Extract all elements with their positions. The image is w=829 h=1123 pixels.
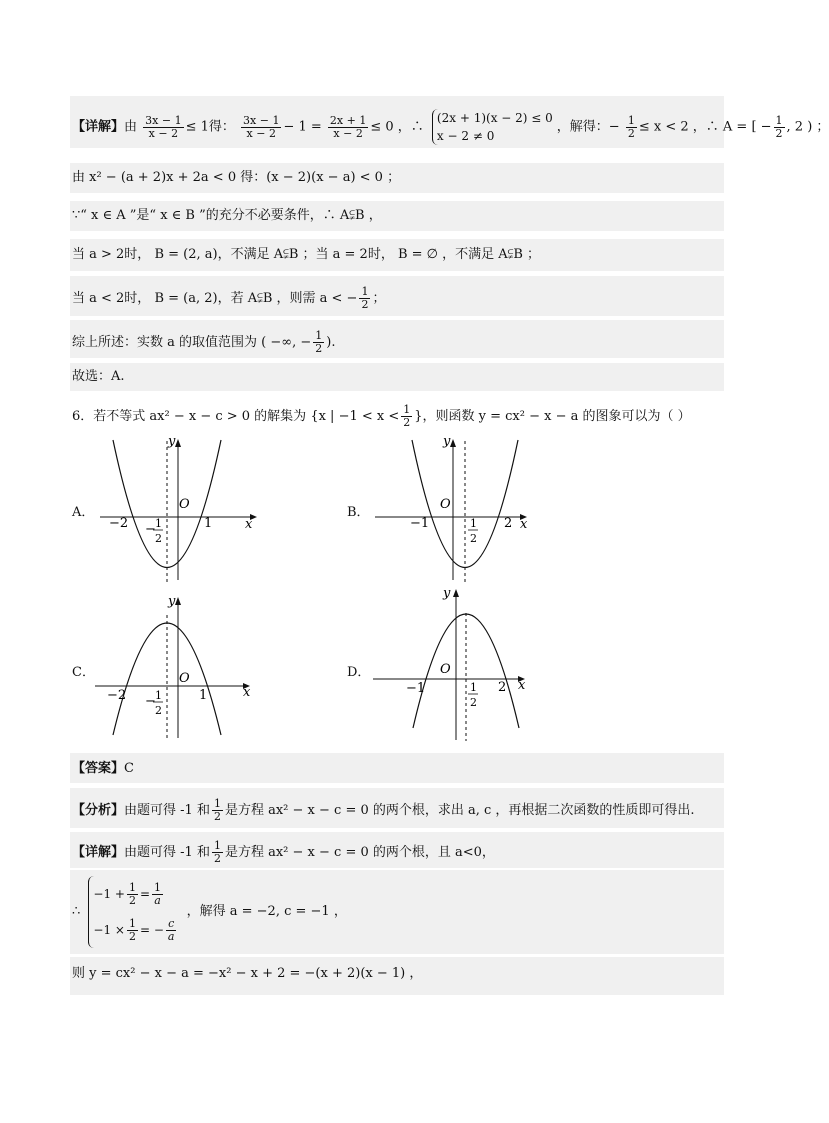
- line5: 当 a < 2时， B = (a, 2)，若 A⫋B ，则需 a < − $\frac{1}{2}$ ；: [72, 285, 386, 311]
- analysis-line: 【分析】由题可得 -1 和 $\frac{1}{2}$ 是方程 ax² − x − c = 0 的两个根，求出 a, c ，再根据二次函数的性质即可得出.: [72, 797, 695, 823]
- y-arrow: [450, 439, 456, 447]
- tick-2: 2: [504, 516, 513, 531]
- answer-value: C: [124, 761, 134, 776]
- fraction: $\frac{1}{2}$: [315, 329, 323, 355]
- x-axis-label: x: [518, 678, 526, 693]
- origin-label: O: [440, 662, 451, 677]
- tick-half-num: 1: [470, 681, 477, 694]
- fraction: $\frac{1}{2}$: [627, 113, 635, 140]
- tick-half-num: 1: [155, 689, 162, 702]
- tick-neg2: −2: [109, 516, 129, 531]
- option-d-graph[interactable]: [370, 585, 540, 745]
- tick-half-num: 1: [470, 517, 477, 530]
- detail-tag: 【详解】: [72, 119, 125, 135]
- line7-bg: [70, 363, 724, 391]
- tick-neg1: −1: [410, 516, 430, 531]
- option-a-graph[interactable]: [95, 435, 265, 585]
- tick-neg1: −1: [406, 681, 426, 696]
- detail-tag: 【详解】: [72, 845, 125, 860]
- option-b-graph[interactable]: [370, 435, 540, 585]
- line4: 当 a > 2时， B = (2, a)，不满足 A⫋B ；当 a = 2时， B = ∅ ，不满足 A⫋B ；: [72, 247, 541, 262]
- x-axis-label: x: [245, 517, 253, 532]
- question-6: 6．若不等式 ax² − x − c > 0 的解集为 {x | −1 < x < $\frac{1}{2}$ }，则函数 y = cx² − x − a 的图象可以为（ ）: [72, 403, 691, 429]
- option-d-label[interactable]: D．: [347, 665, 371, 680]
- origin-label: O: [440, 497, 451, 512]
- y-axis-label: y: [168, 594, 176, 609]
- fraction: $\frac{3x - 1}{x - 2}$: [145, 113, 182, 140]
- tick-2: 2: [498, 680, 507, 695]
- option-c-label[interactable]: C．: [72, 665, 95, 680]
- answer-line: [72, 761, 134, 777]
- tick-neg2: −2: [107, 688, 127, 703]
- line3: ∵“ x ∈ A ”是“ x ∈ B ”的充分不必要条件，∴ A⫋B ，: [72, 208, 382, 223]
- tick-neg-half-sign: −: [145, 694, 156, 709]
- tick-1: 1: [199, 688, 208, 703]
- line2: 由 x² − (a + 2)x + 2a < 0 得：(x − 2)(x − a) < 0 ；: [72, 170, 401, 185]
- x-axis-label: x: [520, 517, 528, 532]
- option-a-label[interactable]: A．: [72, 505, 95, 520]
- option-b-label[interactable]: B．: [347, 505, 370, 520]
- tick-half-den: 2: [155, 704, 162, 717]
- tick-half-den: 2: [155, 532, 162, 545]
- fraction: $\frac{1}{2}$: [775, 113, 783, 140]
- fraction: $\frac{1}{2}$: [213, 797, 221, 823]
- fraction: $\frac{3x - 1}{x - 2}$: [243, 113, 280, 140]
- line7: 故选：A.: [72, 369, 125, 384]
- final-expression: 则 y = cx² − x − a = −x² − x + 2 = −(x + 2)(x − 1) ，: [72, 966, 423, 981]
- fraction: $\frac{1}{2}$: [403, 403, 411, 429]
- y-arrow: [175, 597, 181, 605]
- answer-bg: [70, 753, 724, 783]
- answer-tag: 【答案】: [72, 761, 125, 776]
- y-arrow: [175, 439, 181, 447]
- y-axis-label: y: [443, 586, 451, 601]
- fraction: $\frac{2x + 1}{x - 2}$: [329, 113, 367, 140]
- tick-1: 1: [204, 516, 213, 531]
- equation-system: (2x + 1)(x − 2) ≤ 0 x − 2 ≠ 0: [432, 109, 553, 145]
- analysis-tag: 【分析】: [72, 803, 125, 818]
- fraction: $\frac{1}{2}$: [361, 285, 369, 311]
- y-arrow: [453, 589, 459, 597]
- origin-label: O: [179, 497, 190, 512]
- tick-neg-half-sign: −: [145, 522, 156, 537]
- tick-half-num: 1: [155, 517, 162, 530]
- tick-half-den: 2: [470, 696, 477, 709]
- detail2-line: 【详解】由题可得 -1 和 $\frac{1}{2}$ 是方程 ax² − x − c = 0 的两个根，且 a<0，: [72, 839, 495, 865]
- tick-half-den: 2: [470, 532, 477, 545]
- y-axis-label: y: [168, 434, 176, 449]
- system2-line: ∴ −1 + $\frac{1}{2}$ = $\frac{1}{a}$ −1 × $\frac{1}{2}$ = − $\frac{c}{a}$ ，解得 a = −2, c = −1 ，: [72, 876, 347, 948]
- y-axis-label: y: [443, 434, 451, 449]
- x-axis-label: x: [243, 685, 251, 700]
- line6: 综上所述：实数 a 的取值范围为 ( −∞, − $\frac{1}{2}$ ).: [72, 329, 336, 355]
- fraction: $\frac{1}{2}$: [213, 839, 221, 865]
- detail1-line: 【详解】由 $\frac{3x - 1}{x - 2}$ ≤ 1得： $\frac{3x - 1}{x - 2}$ − 1 = $\frac{2x + 1}{x - 2}$ ≤ 0 ，∴ (2x + 1)(x − 2) ≤ 0 x − 2 ≠ 0 ，解得：− $\frac{1}{2}$ ≤ x < 2 ，∴ A = [ − $\frac{1}{2}$ , 2 ) ；: [72, 111, 829, 143]
- origin-label: O: [179, 671, 190, 686]
- equation-system: −1 + $\frac{1}{2}$ = $\frac{1}{a}$ −1 × $\frac{1}{2}$ = − $\frac{c}{a}$: [88, 876, 178, 948]
- option-c-graph[interactable]: [95, 593, 265, 743]
